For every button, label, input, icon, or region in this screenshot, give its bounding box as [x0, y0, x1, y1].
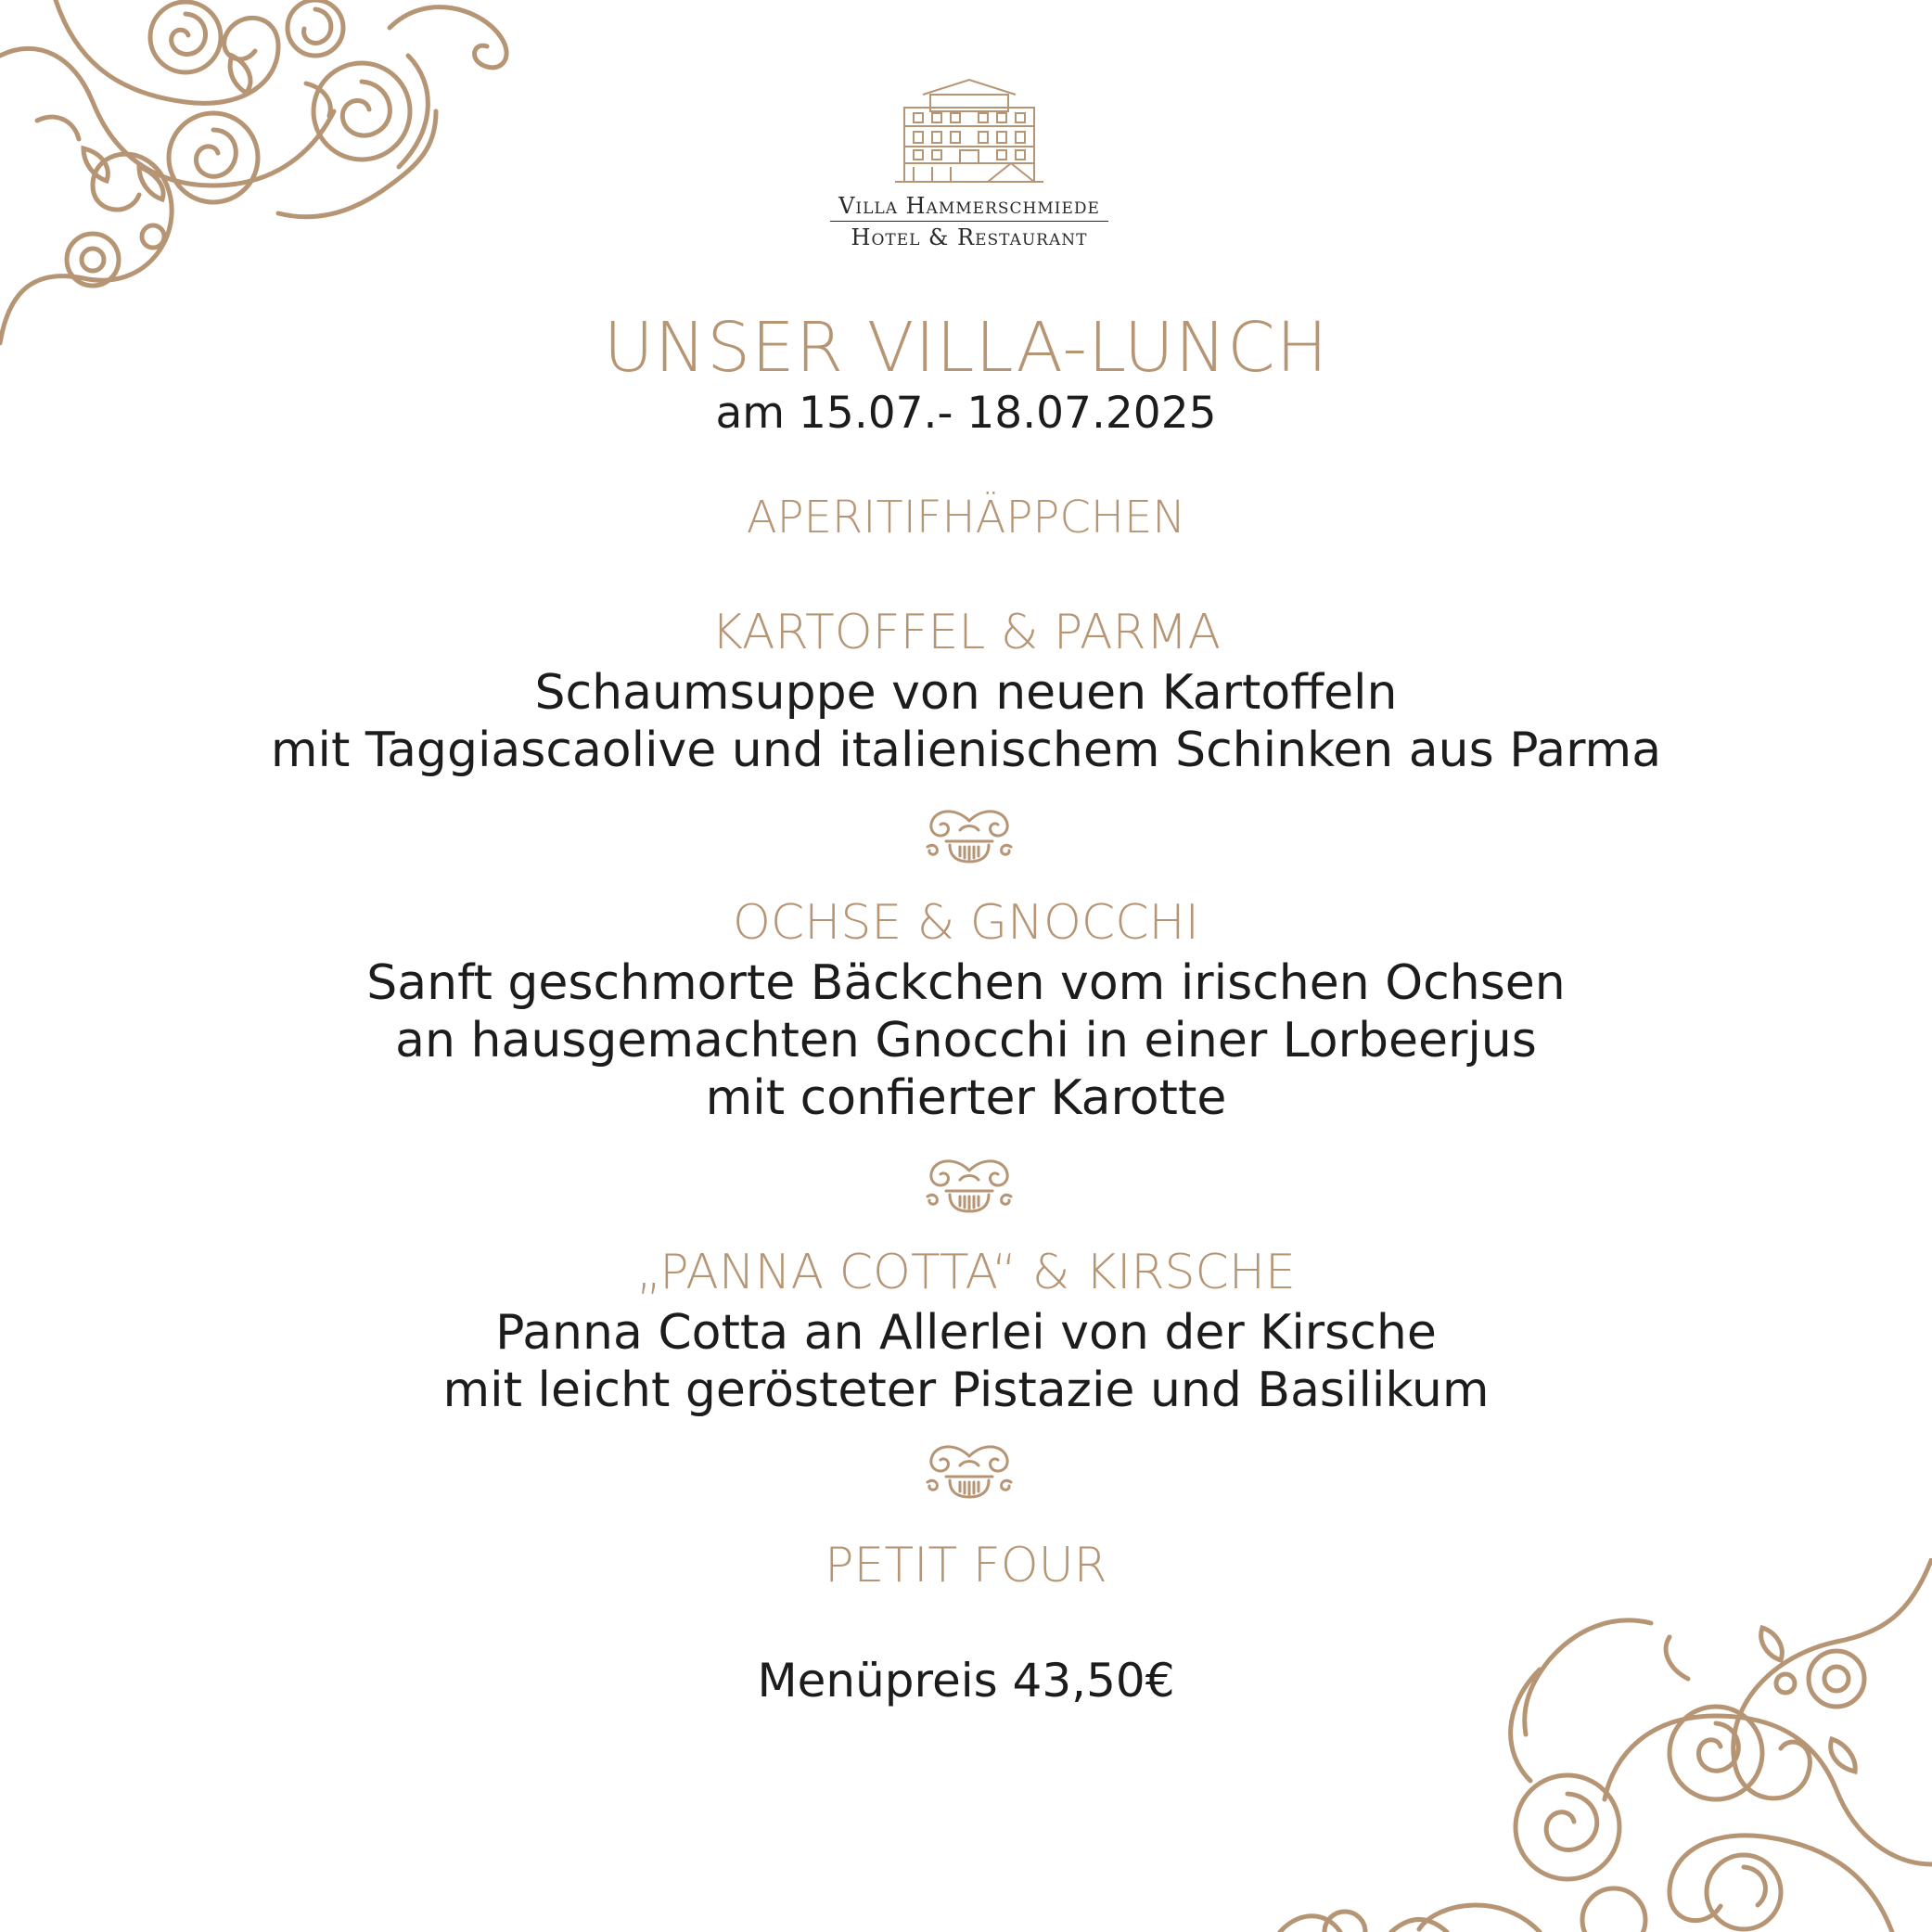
- course-2-line-1: Sanft geschmorte Bäckchen vom irischen Ochsen: [366, 955, 1566, 1011]
- course-2-line-2: an hausgemachten Gnocchi in einer Lorbeerjus: [395, 1013, 1537, 1068]
- brand-tagline: Hotel & Restaurant: [851, 224, 1088, 250]
- villa-building-icon: [895, 74, 1043, 186]
- logo-divider: [830, 221, 1108, 222]
- aperitif-heading: APERITIFHÄPPCHEN: [746, 492, 1186, 544]
- hotel-logo: [816, 74, 1122, 250]
- swirl-corner-bottom-right: [1169, 1558, 1932, 1932]
- ornament-divider-icon: [918, 1152, 1020, 1217]
- course-1-heading: KARTOFFEL & PARMA: [710, 605, 1222, 660]
- menu-title: UNSER VILLA-LUNCH: [603, 308, 1329, 388]
- ornament-divider-icon: [918, 1438, 1020, 1503]
- menu-date: am 15.07.- 18.07.2025: [715, 388, 1217, 439]
- ornament-divider-icon: [918, 802, 1020, 867]
- menu-price: Menüpreis 43,50€: [757, 1654, 1175, 1708]
- swirl-corner-top-left: [0, 0, 677, 352]
- course-1-line-1: Schaumsuppe von neuen Kartoffeln: [534, 665, 1398, 721]
- petit-four-heading: PETIT FOUR: [825, 1538, 1107, 1593]
- course-3-heading: „PANNA COTTA“ & KIRSCHE: [636, 1245, 1296, 1300]
- course-1-line-2: mit Taggiascaolive und italienischem Schinken aus Parma: [270, 723, 1662, 778]
- brand-name: Villa Hammerschmiede: [838, 193, 1100, 219]
- course-2-line-3: mit confierter Karotte: [705, 1070, 1227, 1126]
- course-3-line-2: mit leicht gerösteter Pistazie und Basilikum: [442, 1363, 1490, 1418]
- course-2-heading: OCHSE & GNOCCHI: [733, 895, 1199, 951]
- course-3-line-1: Panna Cotta an Allerlei von der Kirsche: [495, 1305, 1437, 1361]
